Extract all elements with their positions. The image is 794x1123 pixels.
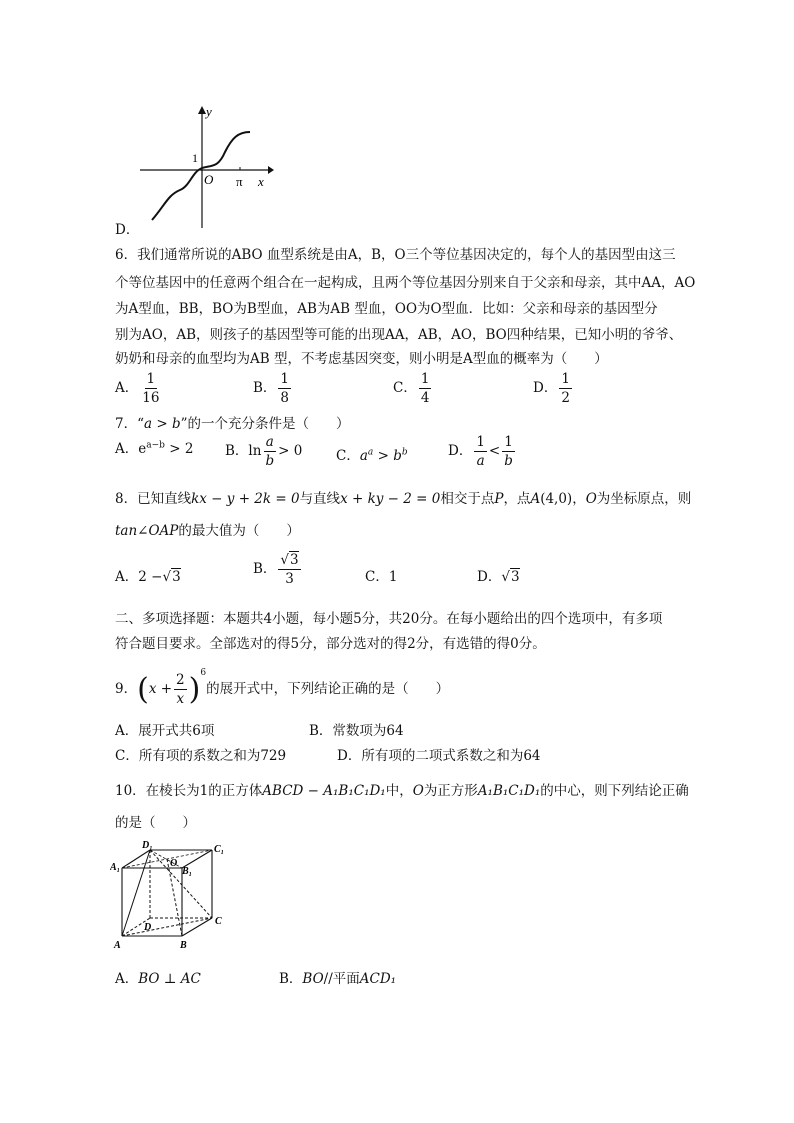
q6-stem-line2: 个等位基因中的任意两个组合在一起构成，且两个等位基因分别来自于父亲和母亲，其中AA，AO: [115, 275, 696, 291]
q9-option-d[interactable]: D．所有项的二项式系数之和为64: [337, 748, 541, 764]
y-one-label: 1: [192, 151, 198, 165]
q8-stem-line2: tan∠OAP的最大值为（ ）: [115, 523, 300, 539]
q6-stem-line5: 奶奶和母亲的血型均为AB 型，不考虑基因突变，则小明是A型血的概率为（ ）: [115, 351, 608, 367]
q7-stem: 7．“a > b”的一个充分条件是（ ）: [115, 416, 350, 432]
q5-option-d-label: D．: [115, 222, 140, 238]
q7-option-d[interactable]: D． $\frac{1}{a}$ < $\frac{1}{b}$: [448, 434, 513, 469]
q6-option-a[interactable]: A． $\frac{1}{16}$: [115, 371, 160, 406]
q6-option-b[interactable]: B． $\frac{1}{8}$: [253, 371, 290, 406]
label-D1: D₁: [142, 840, 153, 851]
label-O: O: [170, 858, 178, 869]
q10-stem-line1: 10．在棱长为1的正方体ABCD − A₁B₁C₁D₁中，O为正方形A₁B₁C₁D₁的中心，则下列结论正确: [115, 783, 689, 799]
q6-stem-line3: 为A型血，BB，BO为B型血，AB为AB 型血，OO为O型血．比如：父亲和母亲的基因型分: [115, 301, 658, 317]
q8-option-a[interactable]: A．2 −√3: [115, 569, 181, 585]
x-pi-label: π: [236, 174, 243, 189]
q10-stem-line2: 的是（ ）: [115, 815, 196, 831]
label-A1: A₁: [110, 862, 121, 873]
q6-option-c[interactable]: C． $\frac{1}{4}$: [393, 371, 430, 406]
label-C: C: [215, 916, 222, 927]
q9-option-c[interactable]: C．所有项的系数之和为729: [115, 748, 287, 764]
q6-option-d[interactable]: D． $\frac{1}{2}$: [533, 371, 570, 406]
x-axis-arrow-icon: [268, 166, 274, 174]
q8-option-d[interactable]: D．√3: [477, 569, 520, 585]
q6-stem-line1: 6．我们通常所说的ABO 血型系统是由A，B，O三个等位基因决定的，每个人的基因型由这三: [115, 247, 676, 263]
q5-graph: [130, 100, 275, 232]
q7-option-c[interactable]: C．$a^a > b^b$: [336, 447, 408, 464]
q7-option-b[interactable]: B．ln $\frac{a}{b}$ > 0: [225, 434, 303, 469]
q9-option-a[interactable]: A．展开式共6项: [115, 723, 215, 739]
label-B: B: [180, 940, 187, 951]
q10-option-b[interactable]: B．BO//平面ACD₁: [279, 971, 397, 987]
origin-label: O: [204, 172, 214, 187]
q8-option-b[interactable]: B． $\frac{√3}{3}$: [253, 552, 299, 587]
q6-stem-line4: 别为AO，AB，则孩子的基因型等可能的出现AA，AB，AO，BO四种结果，已知小明的爷爷、: [115, 327, 683, 343]
q7-option-a[interactable]: A．$e^{a-b} > 2$: [115, 440, 194, 457]
section2-heading-line2: 符合题目要求。全部选对的得5分，部分选对的得2分，有选错的得0分。: [115, 636, 546, 652]
x-axis-label: x: [258, 174, 264, 189]
q9-stem: 9．(x + $\frac{2}{x}$ )$^6$的展开式中，下列结论正确的是（ ）: [115, 668, 450, 707]
y-axis-arrow-icon: [198, 106, 206, 114]
q10-option-a[interactable]: A．BO ⊥ AC: [115, 971, 201, 987]
label-D: D: [144, 922, 152, 933]
q10-cube-figure: [110, 838, 240, 956]
label-B1: B₁: [182, 866, 193, 877]
y-axis-label: y: [206, 104, 212, 119]
label-C1: C₁: [214, 844, 225, 855]
q8-option-c[interactable]: C．1: [365, 569, 398, 585]
label-A: A: [114, 940, 121, 951]
q8-stem-line1: 8．已知直线kx − y + 2k = 0与直线x + ky − 2 = 0相交于点P，点A(4,0)，O为坐标原点，则: [115, 491, 692, 507]
section2-heading-line1: 二、多项选择题：本题共4小题，每小题5分，共20分。在每小题给出的四个选项中，有多项: [115, 611, 663, 627]
q9-option-b[interactable]: B．常数项为64: [309, 723, 404, 739]
